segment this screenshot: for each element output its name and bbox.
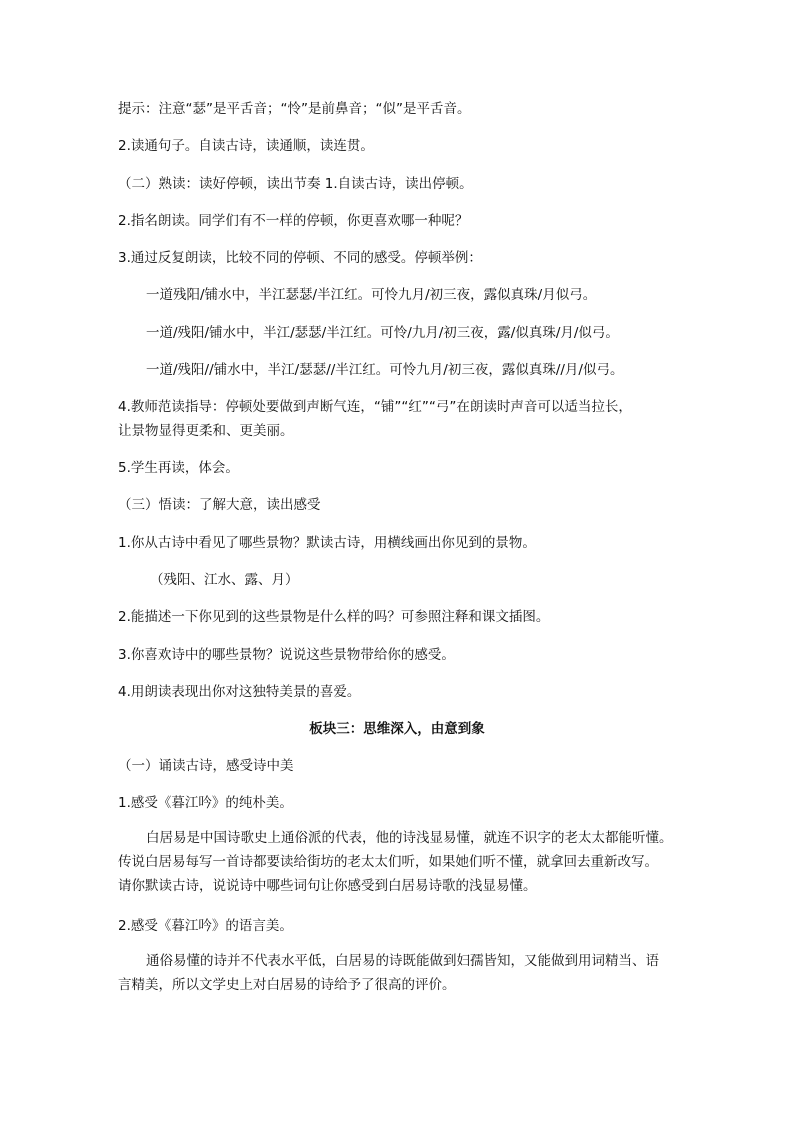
paragraph-bai-juyi-style xyxy=(118,826,680,898)
question-describe: 2.能描述一下你见到的这些景物是什么样的吗？可参照注释和课文插图。 xyxy=(118,609,550,625)
paragraph-evaluation xyxy=(118,949,680,997)
paragraph-line: 言精美，所以文学史上对白居易的诗给予了很高的评价。 xyxy=(118,977,456,993)
step-compare-pauses: 3.通过反复朗读，比较不同的停顿、不同的感受。停顿举例： xyxy=(118,250,482,266)
paragraph-line: 通俗易懂的诗并不代表水平低，白居易的诗既能做到妇孺皆知，又能做到用词精当、语 xyxy=(146,953,659,969)
step-express-love: 4.用朗读表现出你对这独特美景的喜爱。 xyxy=(118,684,361,700)
scenery-answer: （残阳、江水、露、月） xyxy=(150,572,299,588)
pronunciation-tip: 提示：注意“瑟”是平舌音；“怜”是前鼻音；“似”是平舌音。 xyxy=(118,101,471,117)
step-reread: 5.学生再读，体会。 xyxy=(118,460,239,476)
section-heading-recite: （一）诵读古诗，感受诗中美 xyxy=(118,758,294,774)
point-language-beauty: 2.感受《暮江吟》的语言美。 xyxy=(118,918,293,934)
point-simple-beauty: 1.感受《暮江吟》的纯朴美。 xyxy=(118,795,293,811)
block-three-title: 板块三：思维深入，由意到象 xyxy=(309,721,485,737)
paragraph-line: 传说白居易每写一首诗都要读给街坊的老太太们听，如果她们听不懂，就拿回去重新改写。 xyxy=(118,854,658,870)
step-named-reading: 2.指名朗读。同学们有不一样的停顿，你更喜欢哪一种呢？ xyxy=(118,213,469,229)
paragraph-line: 请你默读古诗，说说诗中哪些词句让你感受到白居易诗歌的浅显易懂。 xyxy=(118,878,537,894)
section-heading-fluent-reading: （二）熟读：读好停顿，读出节奏 1.自读古诗，读出停顿。 xyxy=(118,176,473,192)
step-teacher-demo: 4.教师范读指导：停顿处要做到声断气连，“铺”“红”“弓”在朗读时声音可以适当拉长， xyxy=(118,399,632,415)
step-teacher-demo-cont: 让景物显得更柔和、更美丽。 xyxy=(118,423,294,439)
step-read-sentences: 2.读通句子。自读古诗，读通顺，读连贯。 xyxy=(118,138,374,154)
pause-example-1: 一道残阳/铺水中，半江瑟瑟/半江红。可怜九月/初三夜，露似真珠/月似弓。 xyxy=(146,287,597,303)
pause-example-2: 一道/残阳/铺水中，半江/瑟瑟/半江红。可怜/九月/初三夜，露/似真珠/月/似弓。 xyxy=(146,325,619,341)
question-scenery: 1.你从古诗中看见了哪些景物？默读古诗，用横线画出你见到的景物。 xyxy=(118,535,536,551)
paragraph-line: 白居易是中国诗歌史上通俗派的代表，他的诗浅显易懂，就连不识字的老太太都能听懂。 xyxy=(146,830,673,846)
pause-example-3: 一道/残阳//铺水中，半江/瑟瑟//半江红。可怜九月/初三夜，露似真珠//月/似弓。 xyxy=(146,362,624,378)
section-heading-understanding: （三）悟读：了解大意，读出感受 xyxy=(118,497,321,513)
question-favorite: 3.你喜欢诗中的哪些景物？说说这些景物带给你的感受。 xyxy=(118,647,455,663)
